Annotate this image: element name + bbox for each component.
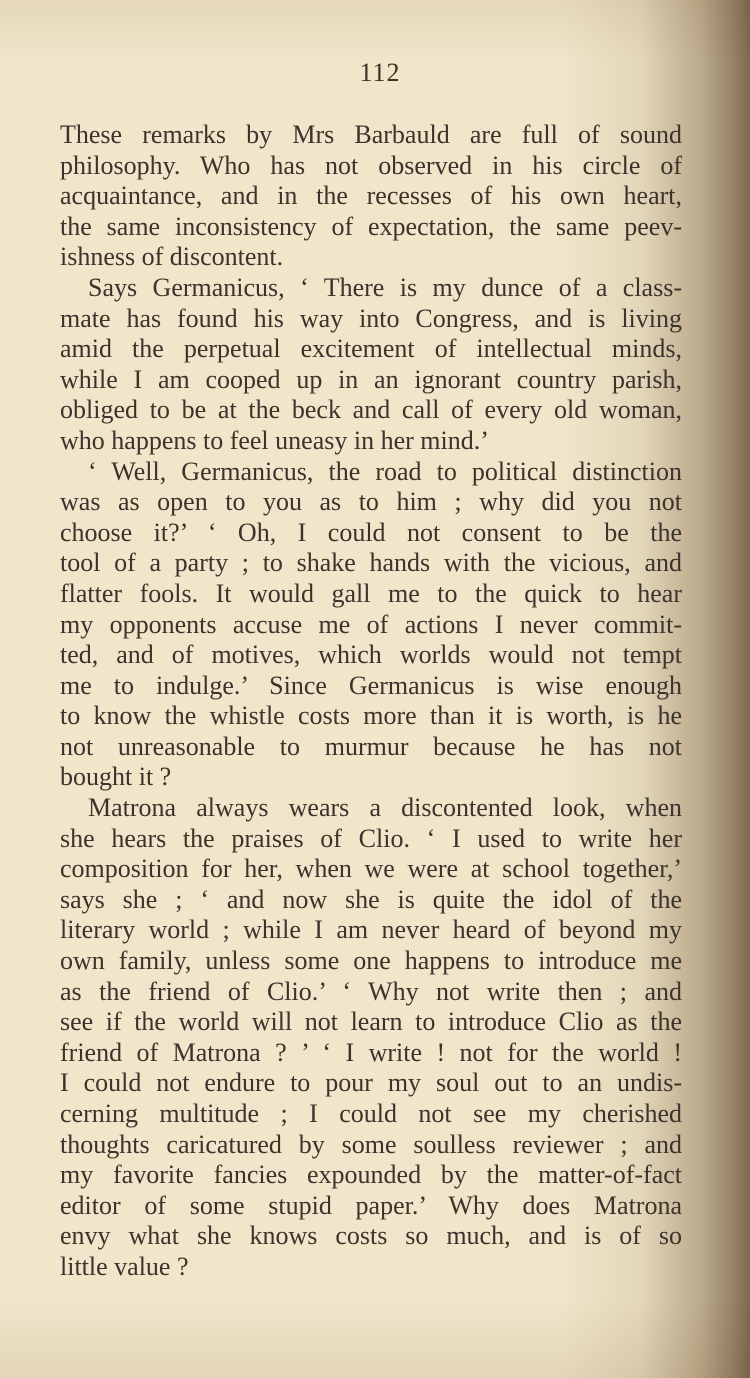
text-line: as the friend of Clio.’ ‘ Why not write then ; and <box>60 976 682 1006</box>
text-line: to know the whistle costs more than it is worth, is he <box>60 701 682 731</box>
text-line: the same inconsistency of expectation, the same peev- <box>60 211 682 241</box>
text-line: mate has found his way into Congress, and is living <box>60 303 682 333</box>
text-line: ishness of discontent. <box>60 242 284 272</box>
text-line: obliged to be at the beck and call of every old woman, <box>60 395 682 425</box>
text-line: amid the perpetual excitement of intellectual minds, <box>60 334 682 364</box>
text-line: ‘ Well, Germanicus, the road to political distinction <box>88 456 682 486</box>
body-text <box>60 120 682 1283</box>
text-line: little value ? <box>60 1251 189 1281</box>
text-line: she hears the praises of Clio. ‘ I used to write her <box>60 823 682 853</box>
text-line: who happens to feel uneasy in her mind.’ <box>60 425 489 455</box>
text-line: own family, unless some one happens to introduce me <box>60 946 682 976</box>
text-line: thoughts caricatured by some soulless reviewer ; and <box>60 1129 682 1159</box>
text-line: Matrona always wears a discontented look, when <box>88 793 682 823</box>
text-line: bought it ? <box>60 762 172 792</box>
text-line: cerning multitude ; I could not see my cherished <box>60 1099 682 1128</box>
text-line: was as open to you as to him ; why did you not <box>60 487 682 517</box>
text-line: composition for her, when we were at school together,’ <box>60 854 682 884</box>
text-line: tool of a party ; to shake hands with the vicious, and <box>60 548 682 578</box>
text-line: friend of Matrona ? ’ ‘ I write ! not for the world ! <box>60 1037 682 1067</box>
text-line: literary world ; while I am never heard of beyond my <box>60 915 682 945</box>
page-number: 112 <box>359 58 401 87</box>
text-line: editor of some stupid paper.’ Why does Matrona <box>60 1190 682 1220</box>
text-line: my opponents accuse me of actions I never commit- <box>60 609 682 639</box>
text-line: me to indulge.’ Since Germanicus is wise enough <box>60 670 682 700</box>
text-line: says she ; ‘ and now she is quite the idol of the <box>60 884 682 914</box>
text-line: ted, and of motives, which worlds would not tempt <box>60 640 682 670</box>
text-line: while I am cooped up in an ignorant country parish, <box>60 364 682 394</box>
text-line: see if the world will not learn to introduce Clio as the <box>60 1007 682 1037</box>
text-line: These remarks by Mrs Barbauld are full of sound <box>60 120 682 149</box>
text-line: not unreasonable to murmur because he has not <box>60 731 682 761</box>
text-line: philosophy. Who has not observed in his circle of <box>60 150 682 180</box>
text-line: envy what she knows costs so much, and is of so <box>60 1221 682 1251</box>
text-line: Says Germanicus, ‘ There is my dunce of a class- <box>88 272 682 302</box>
text-line: flatter fools. It would gall me to the quick to hear <box>60 578 682 608</box>
text-line: choose it?’ ‘ Oh, I could not consent to be the <box>60 517 682 547</box>
text-line: I could not endure to pour my soul out to an undis- <box>60 1068 682 1098</box>
text-line: acquaintance, and in the recesses of his own heart, <box>60 181 682 211</box>
text-line: my favorite fancies expounded by the matter-of-fact <box>60 1160 682 1190</box>
